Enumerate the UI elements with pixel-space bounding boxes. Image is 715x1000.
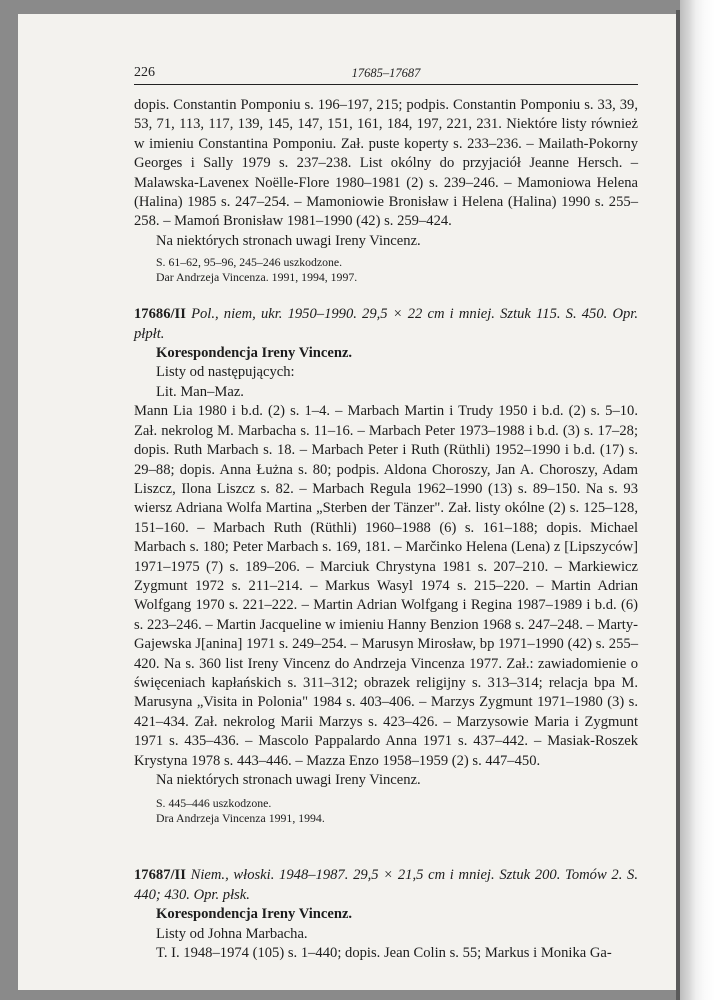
catalog-text: [134, 96, 638, 963]
continued-entry-provenance: Dar Andrzeja Vincenza. 1991, 1994, 1997.: [156, 270, 358, 285]
entry-17686-line-2: Lit. Man–Maz.: [156, 383, 244, 400]
entry-17686-heading: [134, 305, 638, 344]
continued-entry-condition: S. 61–62, 95–96, 245–246 uszkodzone.: [156, 255, 343, 270]
entry-17686-line-1: Listy od następujących:: [156, 364, 295, 381]
entry-17687-line-2: T. I. 1948–1974 (105) s. 1–440; dopis. Jean Colin s. 55; Markus i Monika Ga-: [156, 945, 612, 962]
running-head: 17685–17687: [351, 66, 421, 80]
entry-17686-signature: 17686/II: [134, 306, 186, 323]
continued-entry-note: Na niektórych stronach uwagi Ireny Vincenz.: [156, 232, 421, 249]
entry-17687-description: Niem., włoski. 1948–1987. 29,5 × 21,5 cm i mniej. Sztuk 200. Tomów 2. S. 440; 430. Opr. płsk.: [134, 867, 638, 903]
entry-17686-note: Na niektórych stronach uwagi Ireny Vincenz.: [156, 772, 421, 788]
entry-17687-title: Korespondencja Ireny Vincenz.: [156, 906, 353, 923]
entry-17687-heading: [134, 866, 638, 905]
entry-17686-description: Pol., niem, ukr. 1950–1990. 29,5 × 22 cm i mniej. Sztuk 115. S. 450. Opr. płpłt.: [134, 306, 638, 342]
entry-17686-provenance: Dra Andrzeja Vincenza 1991, 1994.: [156, 811, 325, 826]
entry-17686-condition: S. 445–446 uszkodzone.: [156, 796, 272, 811]
page-number: 226: [134, 65, 155, 80]
page-header: [134, 64, 638, 85]
entry-17686-body: Mann Lia 1980 i b.d. (2) s. 1–4. – Marbach Martin i Trudy 1950 i b.d. (2) s. 5–10. Zał. nekrolog M. Marbacha s. 11–16. – Marbach Peter 1973–1988 i b.d. (3) s. 17–28; dopis. Ruth Marbach s. 18. – Marbach Peter i Ruth (Rüthli) 1952–1990 i b.d. (17) s. 29–88; dopis. Anna Łużna s. 80; podpis. Aldona Choroszy, Jan A. Choroszy, Adam Liszcz, Ilona Liszcz s. 82. – Marbach Regula 1962–1990 (13) s. 89–150. Na s. 93 wiersz Adriana Wolfa Martina „Sterben der Tänzer". Zał. listy okólne (2) s. 125–128, 151–160. – Marbach Ruth (Rüthli) 1960–1988 (6) s. 161–188; dopis. Michael Marbach s. 180; Peter Marbach s. 169, 181. – Marčinko Helena (Lena) z [Lipszyców] 1971–1975 (7) s. 189–206. – Marciuk Chrystyna 1981 s. 207–210. – Markiewicz Zygmunt 1972 s. 211–214. – Markus Wasyl 1974 s. 215–220. – Martin Adrian Wolfgang 1970 s. 221–222. – Martin Adrian Wolfgang i Regina 1987–1989 i b.d. (6) s. 223–246. – Martin Jacqueline w imieniu Hanny Benzion 1968 s. 247–248. – Marty-Gajewska J[anina] 1971 s. 249–254. – Marusyn Mirosław, bp 1971–1990 (42) s. 255–420. Na s. 360 list Ireny Vincenz do Andrzeja Vincenza 1977. Zał.: zawiadomienie o święceniach kapłańskich s. 311–312; obrazek religijny s. 313–314; relacja bpa M. Marusyna „Visita in Polonia" 1984 s. 403–406. – Marzys Zygmunt 1971–1980 (3) s. 421–434. Zał. nekrolog Marii Marzys s. 423–426. – Marzysowie Maria i Zygmunt 1971 s. 435–436. – Mascolo Pappalardo Anna 1971 s. 437–442. – Masiak-Roszek Krystyna 1978 s. 443–446. – Mazza Enzo 1958–1959 (2) s. 447–450.: [134, 403, 638, 769]
entry-17687-line-1: Listy od Johna Marbacha.: [156, 925, 308, 942]
entry-17687-signature: 17687/II: [134, 867, 186, 884]
continued-entry-text: dopis. Constantin Pomponiu s. 196–197, 215; podpis. Constantin Pomponiu s. 33, 39, 53, 71, 113, 117, 139, 145, 147, 151, 161, 184, 197, 221, 231. Niektóre listy również w imieniu Constantina Pomponiu. Zał. puste koperty s. 233–236. – Mailath-Pokorny Georges i Sally 1979 s. 237–238. List okólny do przyjaciół Jeanne Hersch. – Malawska-Lavenex Noëlle-Flore 1980–1981 (2) s. 239–246. – Mamoniowa Helena (Halina) 1985 s. 247–254. – Mamoniowie Bronisław i Helena (Halina) 1990 s. 255–258. – Mamoń Bronisław 1981–1990 (42) s. 259–424.: [134, 97, 638, 230]
page-edge: [680, 0, 715, 1000]
entry-17686-title: Korespondencja Ireny Vincenz.: [156, 345, 353, 362]
